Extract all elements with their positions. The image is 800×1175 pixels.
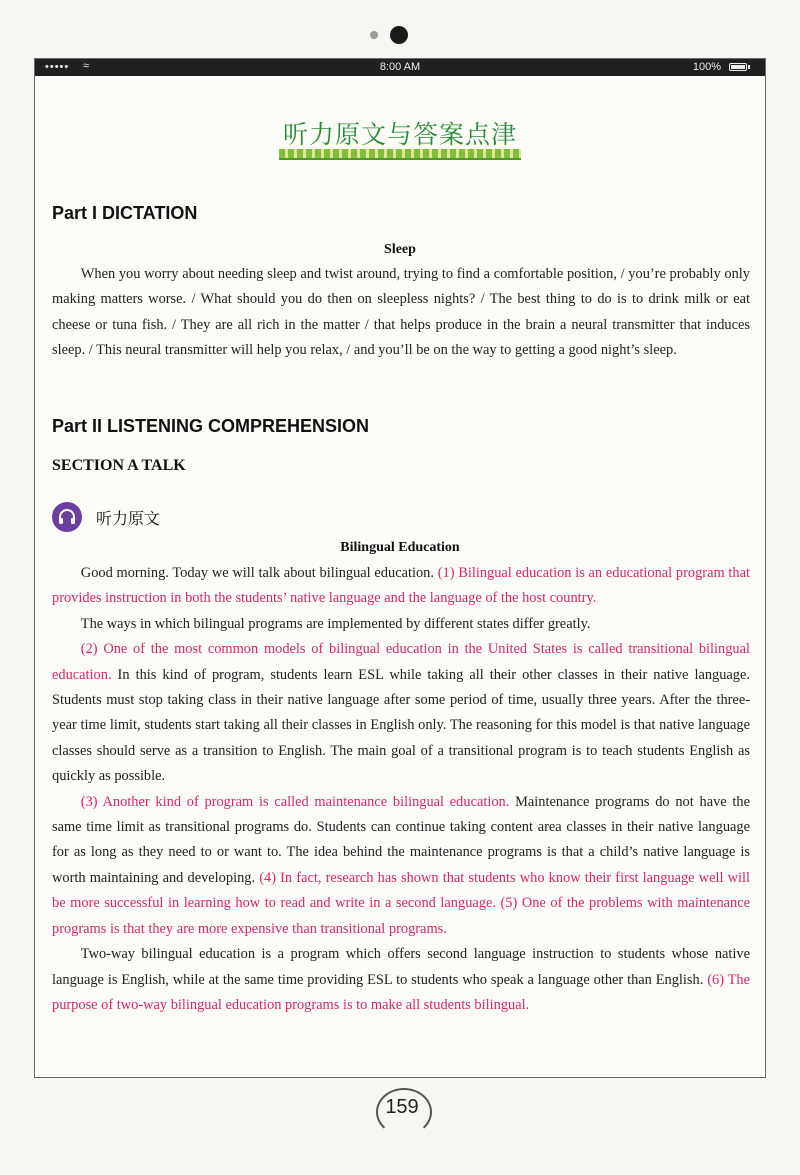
paragraph-3: (2) One of the most common models of bilingual education in the United States is called transitional bilingual education. In this kind of program, students learn ESL while taking all their other classes in their native language. Students must stop taking class in their native language after some period of time, usually three years. After the three-year time limit, students start taking all their classes in English only. The reasoning for this model is that native language classes should serve as a transition to English. The main goal of a transitional program is to teach students English as quickly as possible. xyxy=(52,641,750,785)
status-bar xyxy=(35,59,765,76)
page-number: 159 xyxy=(385,1096,419,1118)
answer-3: (3) Another kind of program is called maintenance bilingual education. xyxy=(80,793,510,810)
title-underline xyxy=(279,149,521,160)
paragraph-2: The ways in which bilingual programs are implemented by different states differ greatly. xyxy=(80,615,591,632)
paragraph-4: (3) Another kind of program is called maintenance bilingual education. Maintenance programs do not have the same time limit as transitional programs do. Students can continue taking content area classes in their native language for as long as they need to or want to. The idea behind the maintenance programs is that a child’s native language is worth maintaining and developing. (4) In fact, research has shown that students who know their first language well will be more successful in learning how to read and write in a second language. (5) One of the problems with maintenance programs is that they are more expensive than transitional programs. xyxy=(52,793,751,937)
page-title: 听力原文与答案点津 xyxy=(282,120,517,149)
battery-icon xyxy=(729,63,747,71)
answer-2: (2) One of the most common models of bilingual education in the United States is called transitional bilingual education. xyxy=(52,641,750,683)
answer-6: (6) The purpose of two-way bilingual education programs is to make all students bilingual. xyxy=(52,971,750,1013)
device-camera xyxy=(0,26,800,46)
section-a-heading: SECTION A TALK xyxy=(52,457,186,474)
camera-lens xyxy=(390,26,408,44)
part2-passage-title: Bilingual Education xyxy=(340,540,460,555)
device-screen xyxy=(34,58,766,1078)
part2-passage xyxy=(52,561,750,1018)
headphones-icon xyxy=(52,502,82,532)
part1-passage-title: Sleep xyxy=(384,242,416,257)
status-time: 8:00 AM xyxy=(379,61,421,73)
part1-heading: Part I DICTATION xyxy=(52,203,198,223)
sensor-dot xyxy=(370,31,378,39)
paragraph-5: Two-way bilingual education is a program which offers second language instruction to students whose native language is English, while at the same time providing ESL to students who speak a language other than English. (6) The purpose of two-way bilingual education programs is to make all students bilingual. xyxy=(52,946,750,1013)
part1-passage xyxy=(52,262,750,364)
paragraph-1: Good morning. Today we will talk about bilingual education. (1) Bilingual education is an educational program that provides instruction in both the students’ native language and the language of the host country. xyxy=(52,565,750,607)
answer-1: (1) Bilingual education is an educational program that provides instruction in both the students’ native language and the language of the host country. xyxy=(52,565,750,607)
part2-heading: Part II LISTENING COMPREHENSION xyxy=(52,416,370,436)
battery-percent: 100% xyxy=(692,61,721,73)
answer-4-5: (4) In fact, research has shown that students who know their first language well will be more successful in learning how to read and write in a second language. (5) One of the problems with maintenance programs is that they are more expensive than transitional programs. xyxy=(52,869,751,937)
wifi-icon: ≈ xyxy=(83,60,90,72)
page-number-badge xyxy=(372,1086,432,1136)
signal-icon: ••••• xyxy=(45,61,70,73)
dictation-paragraph: When you worry about needing sleep and twist around, trying to find a comfortable position, / you’re probably only making matters worse. / What should you do then on sleepless nights? / The best thing to do is to drink milk or eat cheese or tuna fish. / They are all rich in the matter / that helps produce in the brain a neural transmitter that induces sleep. / This neural transmitter will help you relax, / and you’ll be on the way to getting a good night’s sleep. xyxy=(52,266,750,359)
listen-label-text: 听力原文 xyxy=(96,509,161,528)
